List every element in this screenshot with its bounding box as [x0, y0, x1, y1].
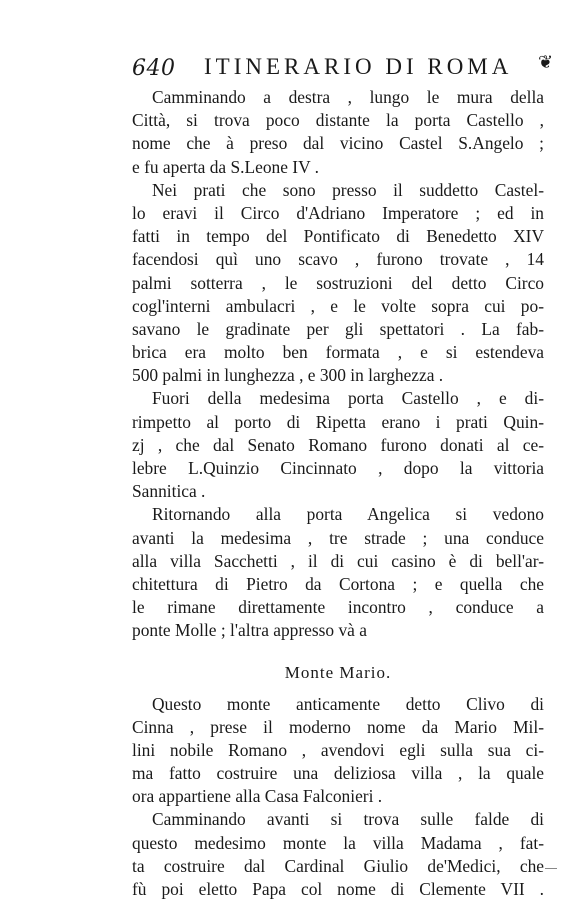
text-line: Questo monte anticamente detto Clivo di	[152, 693, 544, 714]
text-line: Città, si trova poco distante la porta Castello ,	[132, 110, 544, 131]
paragraph	[132, 503, 544, 642]
text-line: e fu aperta da S.Leone IV .	[132, 156, 320, 177]
page-number: 640	[132, 56, 176, 81]
paragraph	[132, 693, 544, 809]
text-line: Sannitica .	[132, 481, 206, 502]
text-line: chitettura di Pietro da Cortona ; e quella che	[132, 573, 544, 594]
text-line: facendosi quì uno scavo , furono trovate , 14	[132, 249, 544, 270]
paragraph	[132, 808, 544, 901]
text-line: avanti la medesima , tre strade ; una conduce	[132, 527, 544, 548]
text-line: fù poi eletto Papa col nome di Clemente VII .	[132, 879, 544, 899]
text-line: rimpetto al porto di Ripetta erano i prati Quin-	[132, 411, 544, 432]
text-line: questo medesimo monte la villa Madama , fat-	[132, 832, 544, 853]
text-line: fatti in tempo del Pontificato di Benedetto XIV	[132, 226, 544, 247]
text-line: ora appartiene alla Casa Falconieri .	[132, 786, 383, 807]
paragraph	[132, 86, 544, 179]
text-line: Camminando a destra , lungo le mura della	[152, 87, 544, 107]
text-line: lo eravi il Circo d'Adriano Imperatore ; ed in	[132, 202, 544, 223]
page-header	[132, 52, 554, 86]
text-line: zj , che dal Senato Romano furono donati al ce-	[132, 434, 544, 455]
text-line: Camminando avanti si trova sulle falde di	[152, 809, 544, 830]
text-line: palmi sotterra , le sostruzioni del detto Circo	[132, 272, 544, 293]
text-line: lebre L.Quinzio Cincinnato , dopo la vittoria	[132, 458, 544, 478]
text-line: 500 palmi in lunghezza , e 300 in larghezza .	[132, 365, 444, 386]
running-title: ITINERARIO DI ROMA	[204, 54, 513, 79]
text-line: Nei prati che sono presso il suddetto Castel-	[152, 179, 544, 200]
ornament-icon: ❦	[538, 52, 554, 73]
text-line: Fuori della medesima porta Castello , e di-	[152, 388, 544, 409]
page-edge-mark	[545, 868, 557, 869]
text-line: alla villa Sacchetti , il di cui casino è di bell'ar-	[132, 550, 544, 571]
text-line: ta costruire dal Cardinal Giulio de'Medici, che	[132, 855, 544, 876]
text-line: brica era molto ben formata , e si estendeva	[132, 342, 544, 363]
text-line: savano le gradinate per gli spettatori . La fab-	[132, 318, 544, 339]
section-heading: Monte Mario.	[284, 662, 392, 682]
text-line: ponte Molle ; l'altra appresso và a	[132, 620, 367, 641]
text-line: Cinna , prese il moderno nome da Mario Mil-	[132, 716, 544, 737]
paragraph	[132, 387, 544, 503]
paragraph	[132, 179, 544, 388]
text-line: Ritornando alla porta Angelica si vedono	[152, 504, 544, 525]
text-line: cogl'interni ambulacri , e le volte sopra cui po-	[132, 295, 544, 316]
text-line: ma fatto costruire una deliziosa villa , la quale	[132, 763, 544, 784]
text-line: le rimane direttamente incontro , conduce a	[132, 597, 544, 618]
text-line: nome che à preso dal vicino Castel S.Angelo ;	[132, 133, 544, 154]
body-text	[132, 86, 544, 901]
text-line: lini nobile Romano , avendovi egli sulla sua ci-	[132, 739, 544, 760]
